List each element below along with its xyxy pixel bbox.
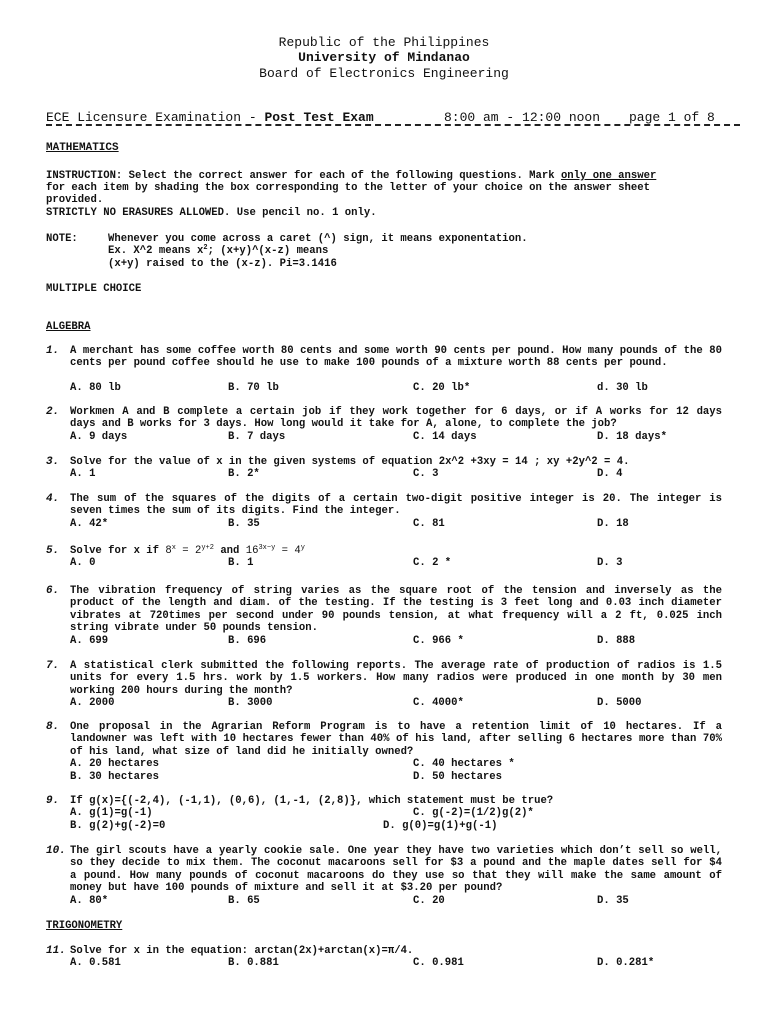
- eq1-rhs-exp: y+2: [201, 544, 214, 552]
- question-text: [70, 545, 722, 557]
- eq2-exp: 3x−y: [258, 544, 276, 552]
- answer-choice: A. 0: [70, 557, 96, 570]
- question-text: Solve for the value of x in the given systems of equation 2x^2 +3xy = 14 ; xy +2y^2 = 4.: [70, 456, 630, 468]
- exam-prefix: ECE Licensure Examination -: [46, 110, 265, 125]
- note-line-1: Whenever you come across a caret (^) sign, it means exponentation.: [108, 233, 528, 245]
- question-text: The sum of the squares of the digits of a certain two-digit positive integer is 20. The integer is seven times the sum of its digits. Find the integer.: [70, 493, 729, 518]
- answer-choice: A. 20 hectares: [70, 758, 160, 771]
- instruction-emphasis: only one answer: [560, 170, 657, 182]
- instruction-line-2: for each item by shading the box corresponding to the letter of your choice on the answer sheet: [46, 182, 650, 194]
- answer-choice: C. 20: [413, 894, 445, 907]
- note-superscript: 2: [203, 244, 208, 252]
- question-number: 2.: [46, 406, 60, 418]
- answer-choice: C. 2 *: [413, 557, 452, 570]
- answer-choice: A. 9 days: [70, 430, 128, 443]
- eq2-rhs: = 4: [275, 545, 301, 557]
- question-number: 3.: [46, 456, 60, 468]
- answer-choice: B. 7 days: [228, 430, 286, 443]
- university-name: University of Mindanao: [298, 50, 470, 65]
- subject-heading: MATHEMATICS: [46, 142, 119, 154]
- question-text: A merchant has some coffee worth 80 cents and some worth 90 cents per pound. How many pounds of the 80 cents per pound coffee should he use to make 100 pounds of a mixture worth 88 cents per pound.: [70, 345, 729, 370]
- note-example-cont: ; (x+y)^(x-z) means: [207, 245, 329, 257]
- equation-1: [165, 545, 214, 557]
- answer-choice: D. 888: [597, 634, 636, 647]
- exam-title: Post Test Exam: [264, 110, 374, 125]
- note-line-2: [108, 245, 328, 257]
- answer-choice: C. 40 hectares *: [413, 758, 515, 771]
- answer-choice: B. 1: [228, 557, 254, 570]
- board-name: Board of Electronics Engineering: [259, 66, 509, 81]
- answer-choice: B. 0.881: [228, 957, 279, 970]
- question-number: 5.: [46, 545, 60, 557]
- answer-choice: C. 966 *: [413, 634, 464, 647]
- answer-choice: B. 2*: [228, 468, 260, 481]
- answer-choice: D. 35: [597, 894, 629, 907]
- section-trigonometry: TRIGONOMETRY: [46, 920, 123, 932]
- answer-choice: A. 2000: [70, 697, 115, 710]
- answer-choice: D. g(0)=g(1)+g(-1): [383, 819, 498, 832]
- answer-choice: B. g(2)+g(-2)=0: [70, 819, 166, 832]
- eq1-base: 8: [165, 545, 172, 557]
- no-erasures-text: STRICTLY NO ERASURES ALLOWED: [46, 207, 225, 219]
- answer-choice: C. 14 days: [413, 430, 477, 443]
- question-number: 1.: [46, 345, 60, 357]
- instruction-line-4: [46, 207, 377, 219]
- dashed-divider: [46, 124, 740, 126]
- instruction-text: Select the correct answer for each of the following questions. Mark: [122, 170, 561, 182]
- answer-choice: B. 30 hectares: [70, 770, 160, 783]
- question-number: 7.: [46, 660, 60, 672]
- question-text: A statistical clerk submitted the following reports. The average rate of production of radios is 1.5 units for every 1.5 hrs. work by 1.5 workers. How many radios were produced in one month by 30 men working 200 hours during the month?: [70, 660, 729, 697]
- republic-line: Republic of the Philippines: [278, 35, 490, 50]
- answer-choice: B. 70 lb: [228, 382, 279, 395]
- exam-time: 8:00 am - 12:00 noon: [444, 110, 601, 125]
- answer-choice: A. 699: [70, 634, 109, 647]
- answer-choice: C. g(-2)=(1/2)g(2)*: [413, 807, 534, 820]
- eq2-rhs-exp: y: [300, 544, 305, 552]
- note-example: Ex. X^2 means x: [108, 245, 204, 257]
- question-number: 11.: [46, 945, 66, 957]
- answer-choice: D. 18 days*: [597, 430, 667, 443]
- note-line-3: (x+y) raised to the (x-z). Pi=3.1416: [108, 258, 337, 270]
- answer-choice: B. 696: [228, 634, 267, 647]
- question-text: Workmen A and B complete a certain job if they work together for 6 days, or if A works for 12 days days and B works for 3 days. How long would it take for A, alone, to complete the job?: [70, 406, 729, 431]
- question-text: The girl scouts have a yearly cookie sale. One year they have two varieties which don’t sell so well, so they decide to mix them. The coconut macaroons sell for $3 a pound and the maple dates sell for $4 a pound. How many pounds of coconut macaroons do they use so that they will make the same amount of money but have 100 pounds of mixture and sell it at $3.20 per pound?: [70, 845, 729, 895]
- question-number: 10.: [46, 845, 66, 857]
- answer-choice: B. 65: [228, 894, 260, 907]
- answer-choice: C. 3: [413, 468, 439, 481]
- answer-choice: A. 80*: [70, 894, 109, 907]
- question-number: 9.: [46, 795, 60, 807]
- page-indicator: page 1 of 8: [629, 110, 715, 125]
- question-text: Solve for x in the equation: arctan(2x)+arctan(x)=π/4.: [70, 945, 414, 957]
- answer-choice: A. 42*: [70, 517, 109, 530]
- instruction-label: INSTRUCTION:: [46, 170, 123, 182]
- answer-choice: C. 4000*: [413, 697, 464, 710]
- pencil-text: . Use pencil no. 1 only.: [224, 207, 377, 219]
- question-number: 6.: [46, 585, 60, 597]
- answer-choice: A. 1: [70, 468, 96, 481]
- question-text-part: Solve for x if: [70, 545, 166, 557]
- answer-choice: A. g(1)=g(-1): [70, 807, 153, 820]
- eq1-rhs: = 2: [175, 545, 202, 557]
- answer-choice: D. 18: [597, 517, 629, 530]
- instruction-line-3: provided.: [46, 194, 104, 206]
- question-text: One proposal in the Agrarian Reform Program is to have a retention limit of 10 hectares. If a landowner was left with 10 hectares fewer than 40% of his land, after selling 6 hectares more than 70% of his land, what size of land did he initially owned?: [70, 721, 729, 758]
- answer-choice: A. 0.581: [70, 957, 121, 970]
- answer-choice: D. 3: [597, 557, 623, 570]
- eq1-exp: x: [171, 544, 176, 552]
- section-algebra: ALGEBRA: [46, 321, 91, 333]
- answer-choice: A. 80 lb: [70, 382, 121, 395]
- answer-choice: D. 4: [597, 468, 623, 481]
- and-text: and: [213, 545, 246, 557]
- multiple-choice-heading: MULTIPLE CHOICE: [46, 283, 142, 295]
- answer-choice: C. 20 lb*: [413, 382, 471, 395]
- answer-choice: d. 30 lb: [597, 382, 648, 395]
- question-number: 8.: [46, 721, 60, 733]
- answer-choice: B. 35: [228, 517, 260, 530]
- question-text: The vibration frequency of string varies as the square root of the tension and inversely as the product of the length and diam. of the testing. If the testing is 3 feet long and 0.03 inch diameter vibrates at 720times per second under 90 pounds tension, at what frequency will a 2 ft, 0.025 inch string vibrate under 50 pounds tension.: [70, 585, 729, 635]
- answer-choice: D. 5000: [597, 697, 642, 710]
- answer-choice: D. 50 hectares: [413, 770, 503, 783]
- exam-title-line: [46, 111, 374, 125]
- answer-choice: D. 0.281*: [597, 957, 655, 970]
- equation-2: [246, 545, 305, 557]
- answer-choice: B. 3000: [228, 697, 273, 710]
- eq2-base: 16: [245, 545, 259, 557]
- instruction-line-1: [46, 170, 656, 182]
- answer-choice: C. 81: [413, 517, 445, 530]
- answer-choice: C. 0.981: [413, 957, 464, 970]
- question-number: 4.: [46, 493, 60, 505]
- note-label: NOTE:: [46, 233, 78, 245]
- question-text: If g(x)={(-2,4), (-1,1), (0,6), (1,-1, (2,8)}, which statement must be true?: [70, 795, 554, 807]
